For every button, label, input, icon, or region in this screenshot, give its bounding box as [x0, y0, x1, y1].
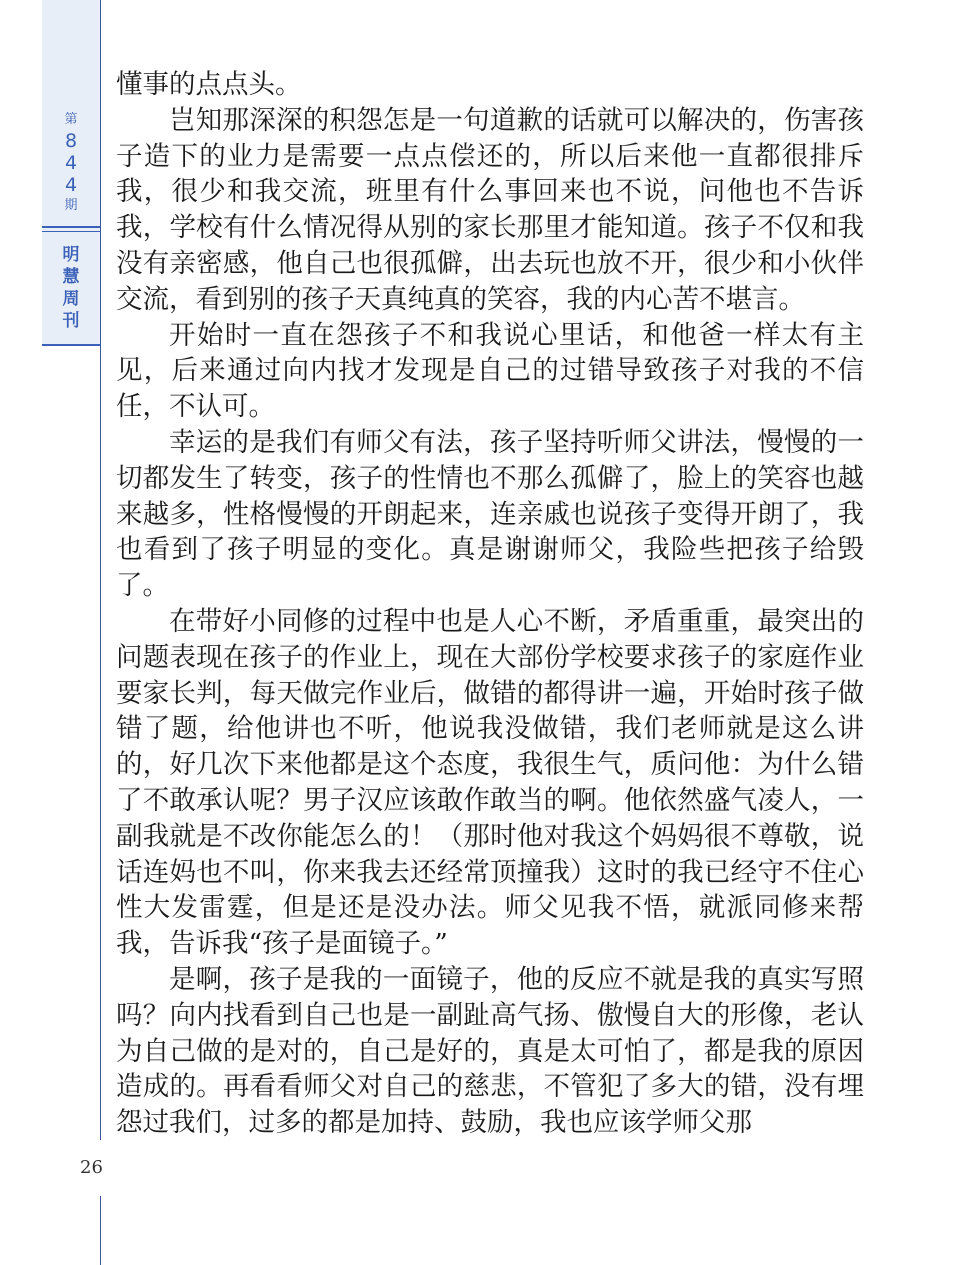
- paragraph: 开始时一直在怨孩子不和我说心里话，和他爸一样太有主见，后来通过向内找才发现是自己的过错导致孩子对我的不信任，不认可。: [116, 319, 864, 423]
- magazine-title: [42, 244, 100, 332]
- paragraph: 懂事的点点头。: [116, 69, 302, 100]
- margin-rule-lower: [100, 1196, 101, 1265]
- paragraph: 是啊，孩子是我的一面镜子，他的反应不就是我的真实写照吗？向内找看到自己也是一副趾高气扬、傲慢自大的形像，老认为自己做的是对的，自己是好的，真是太可怕了，都是我的原因造成的。再看看师父对自己的慈悲，不管犯了多大的错，没有埋怨过我们，过多的都是加持、鼓励，我也应该学师父那: [116, 963, 864, 1139]
- article-body: [116, 67, 864, 1141]
- magazine-title-char: 刊: [62, 311, 80, 331]
- margin-rule: [100, 0, 101, 1140]
- magazine-title-char: 慧: [62, 267, 80, 287]
- sidebar-divider: [42, 226, 100, 228]
- magazine-title-char: 明: [62, 245, 80, 265]
- page-number: 26: [80, 1157, 103, 1178]
- sidebar-divider-bottom: [42, 344, 100, 346]
- issue-digit: 4: [64, 152, 78, 174]
- issue-number: [42, 110, 100, 216]
- issue-suffix: 期: [64, 198, 78, 213]
- paragraph: 幸运的是我们有师父有法，孩子坚持听师父讲法，慢慢的一切都发生了转变，孩子的性情也不那么孤僻了，脸上的笑容也越来越多，性格慢慢的开朗起来，连亲戚也说孩子变得开朗了，我也看到了孩子明显的变化。真是谢谢师父，我险些把孩子给毁了。: [116, 426, 864, 602]
- issue-digit: 8: [64, 130, 78, 152]
- issue-prefix: 第: [64, 112, 78, 127]
- paragraph: 岂知那深深的积怨怎是一句道歉的话就可以解决的，伤害孩子造下的业力是需要一点点偿还的，所以后来他一直都很排斥我，很少和我交流，班里有什么事回来也不说，问他也不告诉我，学校有什么情况得从别的家长那里才能知道。孩子不仅和我没有亲密感，他自己也很孤僻，出去玩也放不开，很少和小伙伴交流，看到别的孩子天真纯真的笑容，我的内心苦不堪言。: [116, 104, 864, 315]
- sidebar-divider: [42, 231, 100, 232]
- magazine-title-char: 周: [62, 289, 80, 309]
- issue-digit: 4: [64, 174, 78, 196]
- paragraph: 在带好小同修的过程中也是人心不断，矛盾重重，最突出的问题表现在孩子的作业上，现在大部份学校要求孩子的家庭作业要家长判，每天做完作业后，做错的都得讲一遍，开始时孩子做错了题，给他讲也不听，他说我没做错，我们老师就是这么讲的，好几次下来他都是这个态度，我很生气，质问他：为什么错了不敢承认呢？男子汉应该敢作敢当的啊。他依然盛气凌人，一副我就是不改你能怎么的！（那时他对我这个妈妈很不尊敬，说话连妈也不叫，你来我去还经常顶撞我）这时的我已经守不住心性大发雷霆，但是还是没办法。师父见我不悟，就派同修来帮我，告诉我“孩子是面镜子。”: [116, 605, 864, 960]
